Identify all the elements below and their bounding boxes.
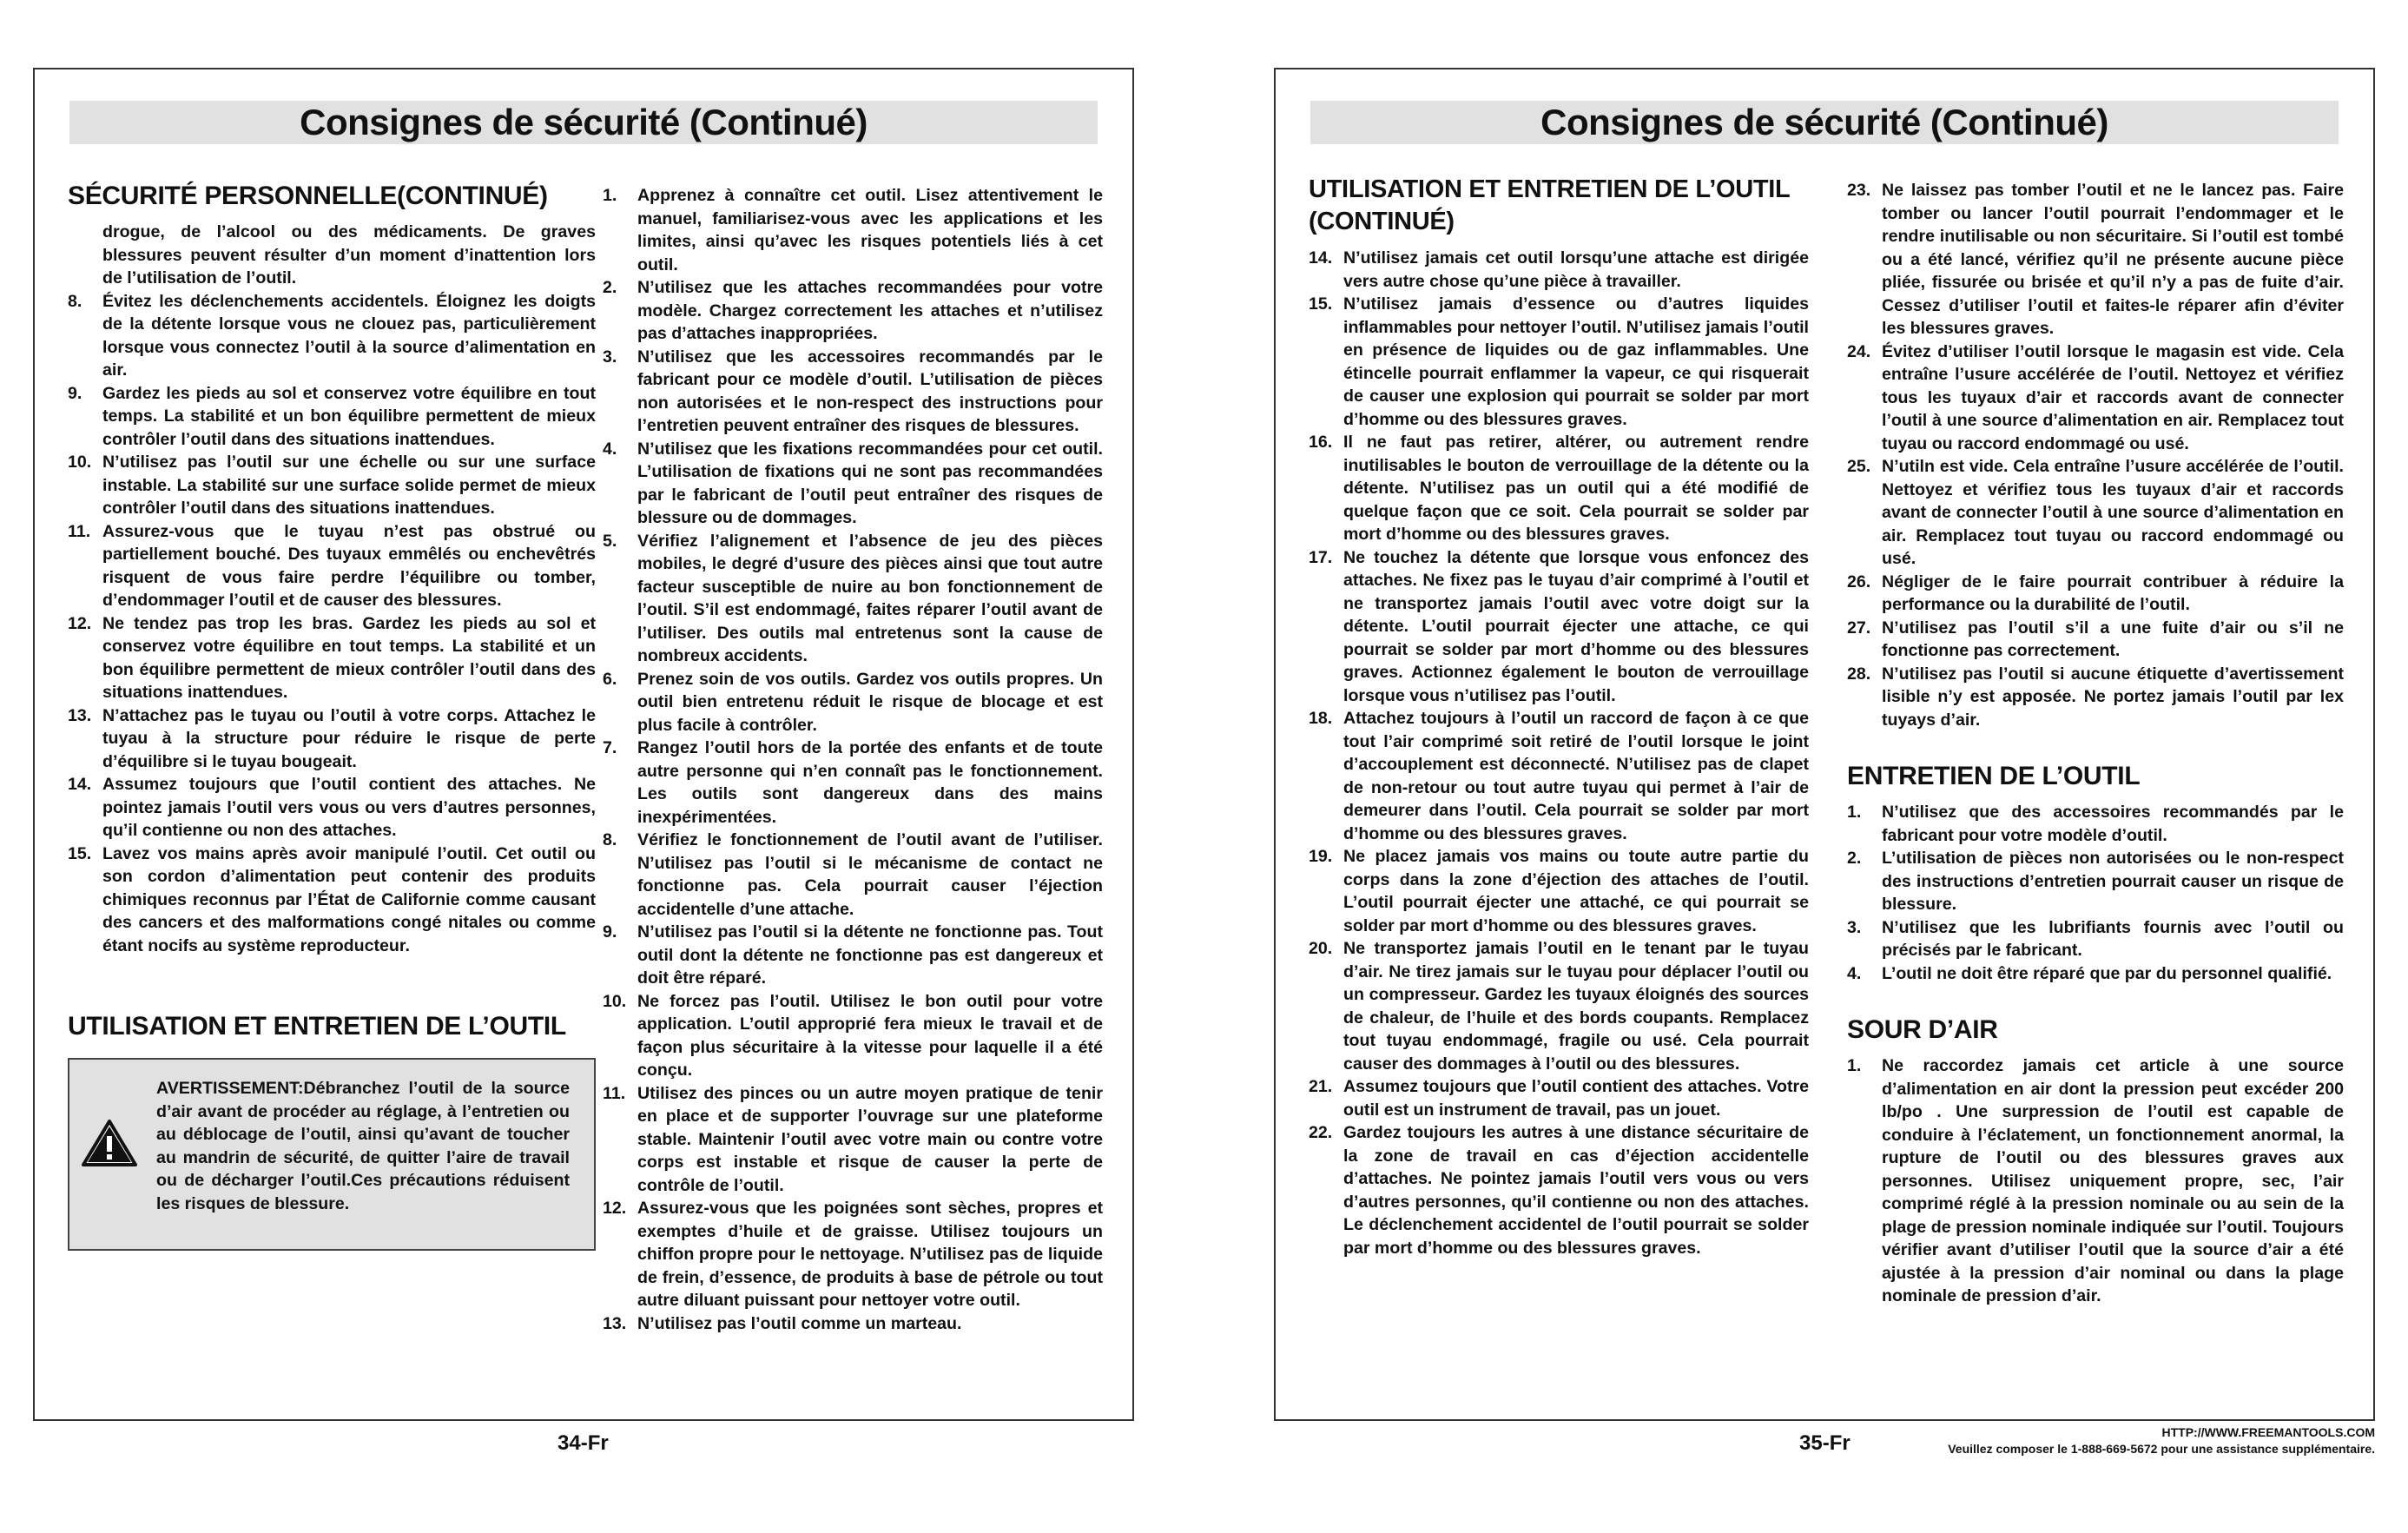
list-item xyxy=(1309,1121,1809,1259)
list-item xyxy=(603,990,1103,1082)
right-column-1 xyxy=(1309,174,1809,1259)
list-item xyxy=(1309,431,1809,546)
page-left xyxy=(33,68,1134,1421)
right-column-2 xyxy=(1847,179,2344,1308)
list-item xyxy=(1309,845,1809,937)
section-title-air-source: SOUR D’AIR xyxy=(1847,1015,1998,1044)
list-item xyxy=(603,530,1103,668)
list-item xyxy=(68,520,596,612)
list-item xyxy=(1847,455,2344,571)
list-item-number: 14. xyxy=(68,775,92,794)
left-column-1 xyxy=(68,181,596,1251)
list-item-number: 3. xyxy=(1847,917,1862,937)
list-item xyxy=(603,668,1103,737)
list-item-text: Vérifiez le fonctionnement de l’outil avant de l’utiliser. N’utilisez pas l’outil si le mécanisme de contact ne fonctionne pas. Cela pourrait causer l’éjection accidentelle d’une attache. xyxy=(637,830,1103,919)
list-item-number: 11. xyxy=(603,1083,626,1103)
list-item-number: 18. xyxy=(1309,709,1333,728)
list-item-text: Prenez soin de vos outils. Gardez vos outils propres. Un outil bien entretenu réduit le risque de blocage et est plus facile à contrôler. xyxy=(637,669,1103,735)
list-item-number: 13. xyxy=(603,1313,627,1333)
personal-safety-list xyxy=(68,221,596,957)
list-item-text: Lavez vos mains après avoir manipulé l’outil. Cet outil ou son cordon d’alimentation peut contenir des produits chimiques reconnus par l’État de Californie comme causant des cancers et des malformations congé nitales ou comme étant nocifs au système reproducteur. xyxy=(102,843,596,955)
list-item-text: Ne forcez pas l’outil. Utilisez le bon outil pour votre application. L’outil approprié fera mieux le travail et de façon plus sécuritaire à la vitesse pour laquelle il a été conçu. xyxy=(637,991,1103,1080)
list-item-text: L’utilisation de pièces non autorisées ou le non-respect des instructions d’entretien pourrait causer un risque de blessure. xyxy=(1882,849,2344,914)
list-item-number: 1. xyxy=(1847,1056,1862,1075)
list-item-text: N’utilisez pas l’outil si la détente ne fonctionne pas. Tout outil dont la détente ne fonctionne pas est dangereux et doit être réparé. xyxy=(637,922,1103,988)
footer-contact xyxy=(1948,1424,2375,1457)
list-item-text: Assurez-vous que les poignées sont sèches, propres et exemptes d’huile et de graisse. Utilisez toujours un chiffon propre pour le nettoyage. N’utilisez pas de liquide de frein, d’essence, de produits à base de pétrole ou tout autre diluant puissant pour nettoyer votre outil. xyxy=(637,1199,1103,1310)
list-item-number: 27. xyxy=(1847,618,1871,638)
list-item xyxy=(1847,179,2344,340)
list-item-text: Ne transportez jamais l’outil en le tenant par le tuyau d’air. Ne tirez jamais sur le tuyau pour déplacer l’outil ou un compresseur. Gardez les tuyaux éloignés des sources de chaleur, de l’huile et des bords coupants. Remplacez tout tuyau endommagé, fragile ou usé. Cela pourrait causer des dommages à l’outil ou des blessures. xyxy=(1343,939,1809,1074)
list-item xyxy=(1847,1054,2344,1308)
list-item xyxy=(68,842,596,958)
list-item-number: 21. xyxy=(1309,1077,1333,1096)
list-item xyxy=(603,1082,1103,1198)
list-item-text: Assurez-vous que le tuyau n’est pas obstrué ou partiellement bouché. Des tuyaux emmêlés ou enchevêtrés risquent de vous faire perdre l’équilibre ou tomber, d’endommager l’outil et de causer des blessures. xyxy=(102,521,596,610)
list-item-text: N’utilisez pas l’outil sur une échelle ou sur une surface instable. La stabilité sur une surface solide permet de mieux contrôler l’outil dans des situations inattendues. xyxy=(102,453,596,518)
maintenance-list xyxy=(1847,801,2344,985)
list-item-text: N’utilisez que les fixations recommandées pour cet outil. L’utilisation de fixations qui ne sont pas recommandées par le fabricant de l’outil peut entraîner des risques de blessure ou de dommages. xyxy=(637,439,1103,527)
list-item-number: 2. xyxy=(603,278,617,297)
list-item-text: N’utilisez que les accessoires recommandés par le fabricant pour ce modèle d’outil. L’utilisation de pièces non autorisées et le non-respect des instructions pour l’entretien peuvent entraîner des risques de blessures. xyxy=(637,347,1103,435)
list-item xyxy=(1847,340,2344,456)
list-item-number: 2. xyxy=(1847,849,1862,868)
list-item-number: 12. xyxy=(603,1199,627,1218)
list-item-text: Assumez toujours que l’outil contient des attaches. Ne pointez jamais l’outil vers vous ou vers d’autres personnes, qu’il contienne ou non des attaches. xyxy=(102,775,596,840)
list-item-text: Ne placez jamais vos mains ou toute autre partie du corps dans la zone d’éjection des attaches de l’outil. L’outil pourrait éjecter une attaché, ce qui pourrait se solder par mort d’homme ou des blessures graves. xyxy=(1343,847,1809,935)
list-item-text: Gardez toujours les autres à une distance sécuritaire de la zone de travail en cas d’éjection accidentelle d’attaches. Ne pointez jamais l’outil vers vous ou vers d’autres personnes, qu’il contienne ou non des attaches. Le déclenchement accidentel de l’outil pourrait se solder par mort d’homme ou des blessures graves. xyxy=(1343,1123,1809,1258)
list-item-number: 9. xyxy=(603,922,617,942)
list-item-number: 12. xyxy=(68,613,92,633)
warning-text: AVERTISSEMENT:Débranchez l’outil de la source d’air avant de procéder au réglage, à l’entretien ou au déblocage de l’outil, ainsi qu’avant de toucher au mandrin de sécurité, de quitter l’aire de travail ou de décharger l’outil.Ces précautions réduisent les risques de blessure. xyxy=(156,1079,570,1213)
list-item xyxy=(1847,847,2344,916)
list-item-text: Ne touchez la détente que lorsque vous enfoncez des attaches. Ne fixez pas le tuyau d’air comprimé à l’outil et ne transportez jamais l’outil avec votre doigt sur la détente. L’outil pourrait éjecter une attache, ce qui pourrait se solder par mort d’homme ou des blessures graves. Actionnez également le bouton de verrouillage lorsque vous n’utilisez pas l’outil. xyxy=(1343,547,1809,705)
list-item-number: 6. xyxy=(603,669,617,689)
page-number-left: 34-Fr xyxy=(557,1431,609,1455)
list-item-number: 17. xyxy=(1309,547,1333,567)
list-item-number: 14. xyxy=(1309,248,1333,268)
list-item xyxy=(1847,663,2344,732)
list-item-text: Évitez d’utiliser l’outil lorsque le magasin est vide. Cela entraîne l’usure accélérée de l’outil. Nettoyez et vérifiez tous les tuyaux d’air et raccords avant de connecter l’outil à une source d’alimentation en air. Remplacez tout tuyau ou raccord endommagé ou usé. xyxy=(1882,341,2344,453)
list-item xyxy=(603,829,1103,921)
list-item-text: Vérifiez l’alignement et l’absence de jeu des pièces mobiles, le degré d’usure des pièces ainsi que tout autre facteur susceptible de nuire au bon fonctionnement de l’outil. S’il est endommagé, faites réparer l’outil avant de l’utiliser. Des outils mal entretenus sont la cause de nombreux accidents. xyxy=(637,531,1103,665)
list-item-text: Apprenez à connaître cet outil. Lisez attentivement le manuel, familiarisez-vous avec les applications et les limites, ainsi qu’avec les risques potentiels liés à cet outil. xyxy=(637,186,1103,274)
list-item xyxy=(1847,962,2344,986)
list-item-number: 25. xyxy=(1847,457,1871,476)
list-item xyxy=(1847,617,2344,663)
list-item-number: 15. xyxy=(1309,294,1333,314)
tool-use-continued-list xyxy=(1309,247,1809,1259)
page-banner: Consignes de sécurité (Continué) xyxy=(69,101,1098,144)
list-item-text: Rangez l’outil hors de la portée des enfants et de toute autre personne qui n’en connaît pas le fonctionnement. Les outils sont dangereux dans des mains inexpérimentées. xyxy=(637,738,1103,827)
tool-use-continued-list-2 xyxy=(1847,179,2344,731)
list-item xyxy=(1309,1075,1809,1121)
list-item-text: N’utilisez que les attaches recommandées pour votre modèle. Chargez correctement les attaches et n’utilisez pas d’attaches inappropriées. xyxy=(637,278,1103,343)
list-item xyxy=(1847,571,2344,617)
list-item-number: 10. xyxy=(603,991,627,1011)
list-item-text: Utilisez des pinces ou un autre moyen pratique de tenir en place et de supporter l’ouvrage sur une plateforme stable. Maintenir l’outil avec votre main ou contre votre corps est instable et risque de causer la perte de contrôle de l’outil. xyxy=(637,1083,1103,1195)
list-item-number: 7. xyxy=(603,738,617,757)
list-item xyxy=(68,773,596,842)
list-item-number: 8. xyxy=(603,830,617,849)
list-item xyxy=(603,921,1103,990)
list-item xyxy=(68,612,596,704)
list-item xyxy=(603,346,1103,438)
section-title-personal-safety: SÉCURITÉ PERSONNELLE(CONTINUÉ) xyxy=(68,182,548,210)
list-item xyxy=(603,737,1103,829)
list-item xyxy=(68,704,596,774)
list-item xyxy=(1309,937,1809,1075)
list-item-text: N’utilisez que des accessoires recommandés par le fabricant pour votre modèle d’outil. xyxy=(1882,803,2344,845)
list-item xyxy=(68,451,596,520)
list-item-text: Évitez les déclenchements accidentels. Éloignez les doigts de la détente lorsque vous ne clouez pas, particulièrement lorsque vous connectez l’outil à la source d’alimentation en air. xyxy=(102,291,596,380)
list-item-text: Gardez les pieds au sol et conservez votre équilibre en tout temps. La stabilité et un bon équilibre permettent de mieux contrôler l’outil dans des situations inattendues. xyxy=(102,383,596,449)
list-item-text: Ne raccordez jamais cet article à une source d’alimentation en air dont la pression peut excéder 200 lb/po . Une surpression de l’outil est capable de conduire à l’éclatement, un fonctionnement anormal, la rupture de l’outil ou des blessures graves aux personnes. Utilisez uniquement propre, sec, l’air comprimé réglé à la pression nominale ou au sein de la plage de pression nominale indiquée sur l’outil. Toujours vérifier avant d’utiliser l’outil que la source d’air a été ajustée à la pression d’air nominal ou dans la plage nominale de pression d’air. xyxy=(1882,1056,2344,1305)
list-item-text: N’utilisez jamais cet outil lorsqu’une attache est dirigée vers autre chose qu’une pièce à travailler. xyxy=(1343,248,1809,291)
list-item-number: 1. xyxy=(1847,803,1862,822)
list-item-text: Négliger de le faire pourrait contribuer à réduire la performance ou la durabilité de l’outil. xyxy=(1882,572,2344,614)
tool-use-list xyxy=(603,184,1103,1335)
list-item-text: N’utilisez pas l’outil si aucune étiquette d’avertissement lisible n’y est apposée. Ne portez jamais l’outil par lex tuyays d’air. xyxy=(1882,664,2344,730)
list-item-number: 10. xyxy=(68,453,92,472)
list-item xyxy=(68,290,596,382)
list-item-number: 4. xyxy=(603,439,617,459)
left-column-2 xyxy=(603,184,1103,1335)
list-item-text: N’attachez pas le tuyau ou l’outil à votre corps. Attachez le tuyau à la structure pour réduire le risque de perte d’équilibre si le tuyau bougeait. xyxy=(102,705,596,771)
list-item-text: N’utilisez pas l’outil comme un marteau. xyxy=(637,1313,962,1333)
list-item xyxy=(1309,707,1809,845)
list-item-text: Ne laissez pas tomber l’outil et ne le lancez pas. Faire tomber ou lancer l’outil pourrait l’endommager et le rendre inutilisable ou non sécuritaire. Si l’outil est tombé ou a été lancé, vérifiez qu’il ne présente aucune pièce pliée, fissurée ou brisée et qu’il n’y a pas de fuite d’air. Cessez d’utiliser l’outil et faites-le réparer afin d’éviter les blessures graves. xyxy=(1882,181,2344,338)
list-item-number: 16. xyxy=(1309,433,1333,452)
list-item-text: N’utilisez que les lubrifiants fournis avec l’outil ou précisés par le fabricant. xyxy=(1882,917,2344,960)
list-item-number: 8. xyxy=(68,291,82,311)
list-item-number: 13. xyxy=(68,705,92,725)
list-item-text: L’outil ne doit être réparé que par du personnel qualifié. xyxy=(1882,963,2332,983)
section-title-tool-use-continued: UTILISATION ET ENTRETIEN DE L’OUTIL (CONTINUÉ) xyxy=(1309,175,1790,235)
list-item xyxy=(1309,293,1809,431)
list-item-number: 26. xyxy=(1847,572,1871,591)
list-item xyxy=(1847,916,2344,962)
list-item-number: 19. xyxy=(1309,847,1333,866)
list-item xyxy=(603,184,1103,276)
list-item-number: 22. xyxy=(1309,1123,1333,1142)
list-item-text: Ne tendez pas trop les bras. Gardez les pieds au sol et conservez votre équilibre en tout temps. La stabilité et un bon équilibre permettent de mieux contrôler l’outil dans des situations inattendues. xyxy=(102,613,596,702)
list-item-text: N’utilisez pas l’outil s’il a une fuite d’air ou s’il ne fonctionne pas correctement. xyxy=(1882,618,2344,660)
page-number-right: 35-Fr xyxy=(1799,1431,1851,1455)
air-source-list xyxy=(1847,1054,2344,1308)
list-item xyxy=(68,382,596,452)
page-banner: Consignes de sécurité (Continué) xyxy=(1310,101,2339,144)
phone-note: Veuillez composer le 1-888-669-5672 pour une assistance supplémentaire. xyxy=(1948,1442,2375,1456)
page-right xyxy=(1274,68,2375,1421)
website-link[interactable]: HTTP://WWW.FREEMANTOOLS.COM xyxy=(2161,1425,2375,1439)
list-item-continuation: drogue, de l’alcool ou des médicaments. De graves blessures peuvent résulter d’un moment d’inattention lors de l’utilisation de l’outil. xyxy=(102,222,596,287)
list-item-number: 3. xyxy=(603,347,617,367)
list-item-number: 15. xyxy=(68,843,92,863)
list-item xyxy=(1309,546,1809,708)
list-item-number: 4. xyxy=(1847,963,1862,983)
list-item xyxy=(603,1197,1103,1312)
warning-triangle-icon xyxy=(82,1119,137,1167)
list-item-text: N’utilisez jamais d’essence ou d’autres liquides inflammables pour nettoyer l’outil. N’utilisez jamais l’outil en présence de liquides ou de gaz inflammables. Une étincelle pourrait enflammer la vapeur, ce qui risquerait de causer une explosion qui pourrait se solder par mort d’homme ou des blessures graves. xyxy=(1343,294,1809,429)
section-title-maintenance: ENTRETIEN DE L’OUTIL xyxy=(1847,762,2141,790)
list-item-number: 9. xyxy=(68,383,82,403)
list-item-number: 23. xyxy=(1847,181,1871,200)
list-item xyxy=(603,1312,1103,1336)
list-item xyxy=(1847,801,2344,847)
list-item-text: N’utiln est vide. Cela entraîne l’usure accélérée de l’outil. Nettoyez et vérifiez tous les tuyaux d’air et raccords avant de connecter l’outil à une source d’alimentation en air. Remplacez tout tuyau ou raccord endommagé ou usé. xyxy=(1882,457,2344,568)
list-item-number: 20. xyxy=(1309,939,1333,958)
list-item xyxy=(1309,247,1809,293)
list-item xyxy=(603,438,1103,530)
list-item-text: Attachez toujours à l’outil un raccord de façon à ce que tout l’air comprimé soit retiré de l’outil lorsque le joint d’accouplement est déconnecté. N’utilisez pas de clapet de non-retour ou tout autre tuyau qui permet à l’air de demeurer dans l’outil. Cela pourrait se solder par mort d’homme ou des blessures graves. xyxy=(1343,709,1809,843)
section-title-tool-use: UTILISATION ET ENTRETIEN DE L’OUTIL xyxy=(68,1012,566,1041)
list-item-text: Il ne faut pas retirer, altérer, ou autrement rendre inutilisables le bouton de verrouillage de la détente ou la détente. N’utilisez pas un outil qui a été modifié de quelque façon que ce soit. Cela pourrait se solder par mort d’homme ou des blessures graves. xyxy=(1343,433,1809,544)
list-item-number: 5. xyxy=(603,531,617,551)
list-item xyxy=(603,276,1103,346)
list-item-number: 11. xyxy=(68,521,91,541)
list-item-number: 28. xyxy=(1847,664,1871,684)
warning-box xyxy=(68,1058,596,1251)
list-item-number: 1. xyxy=(603,186,617,205)
list-item-number: 24. xyxy=(1847,341,1871,361)
list-item-text: Assumez toujours que l’outil contient des attaches. Votre outil est un instrument de travail, pas un jouet. xyxy=(1343,1077,1809,1120)
